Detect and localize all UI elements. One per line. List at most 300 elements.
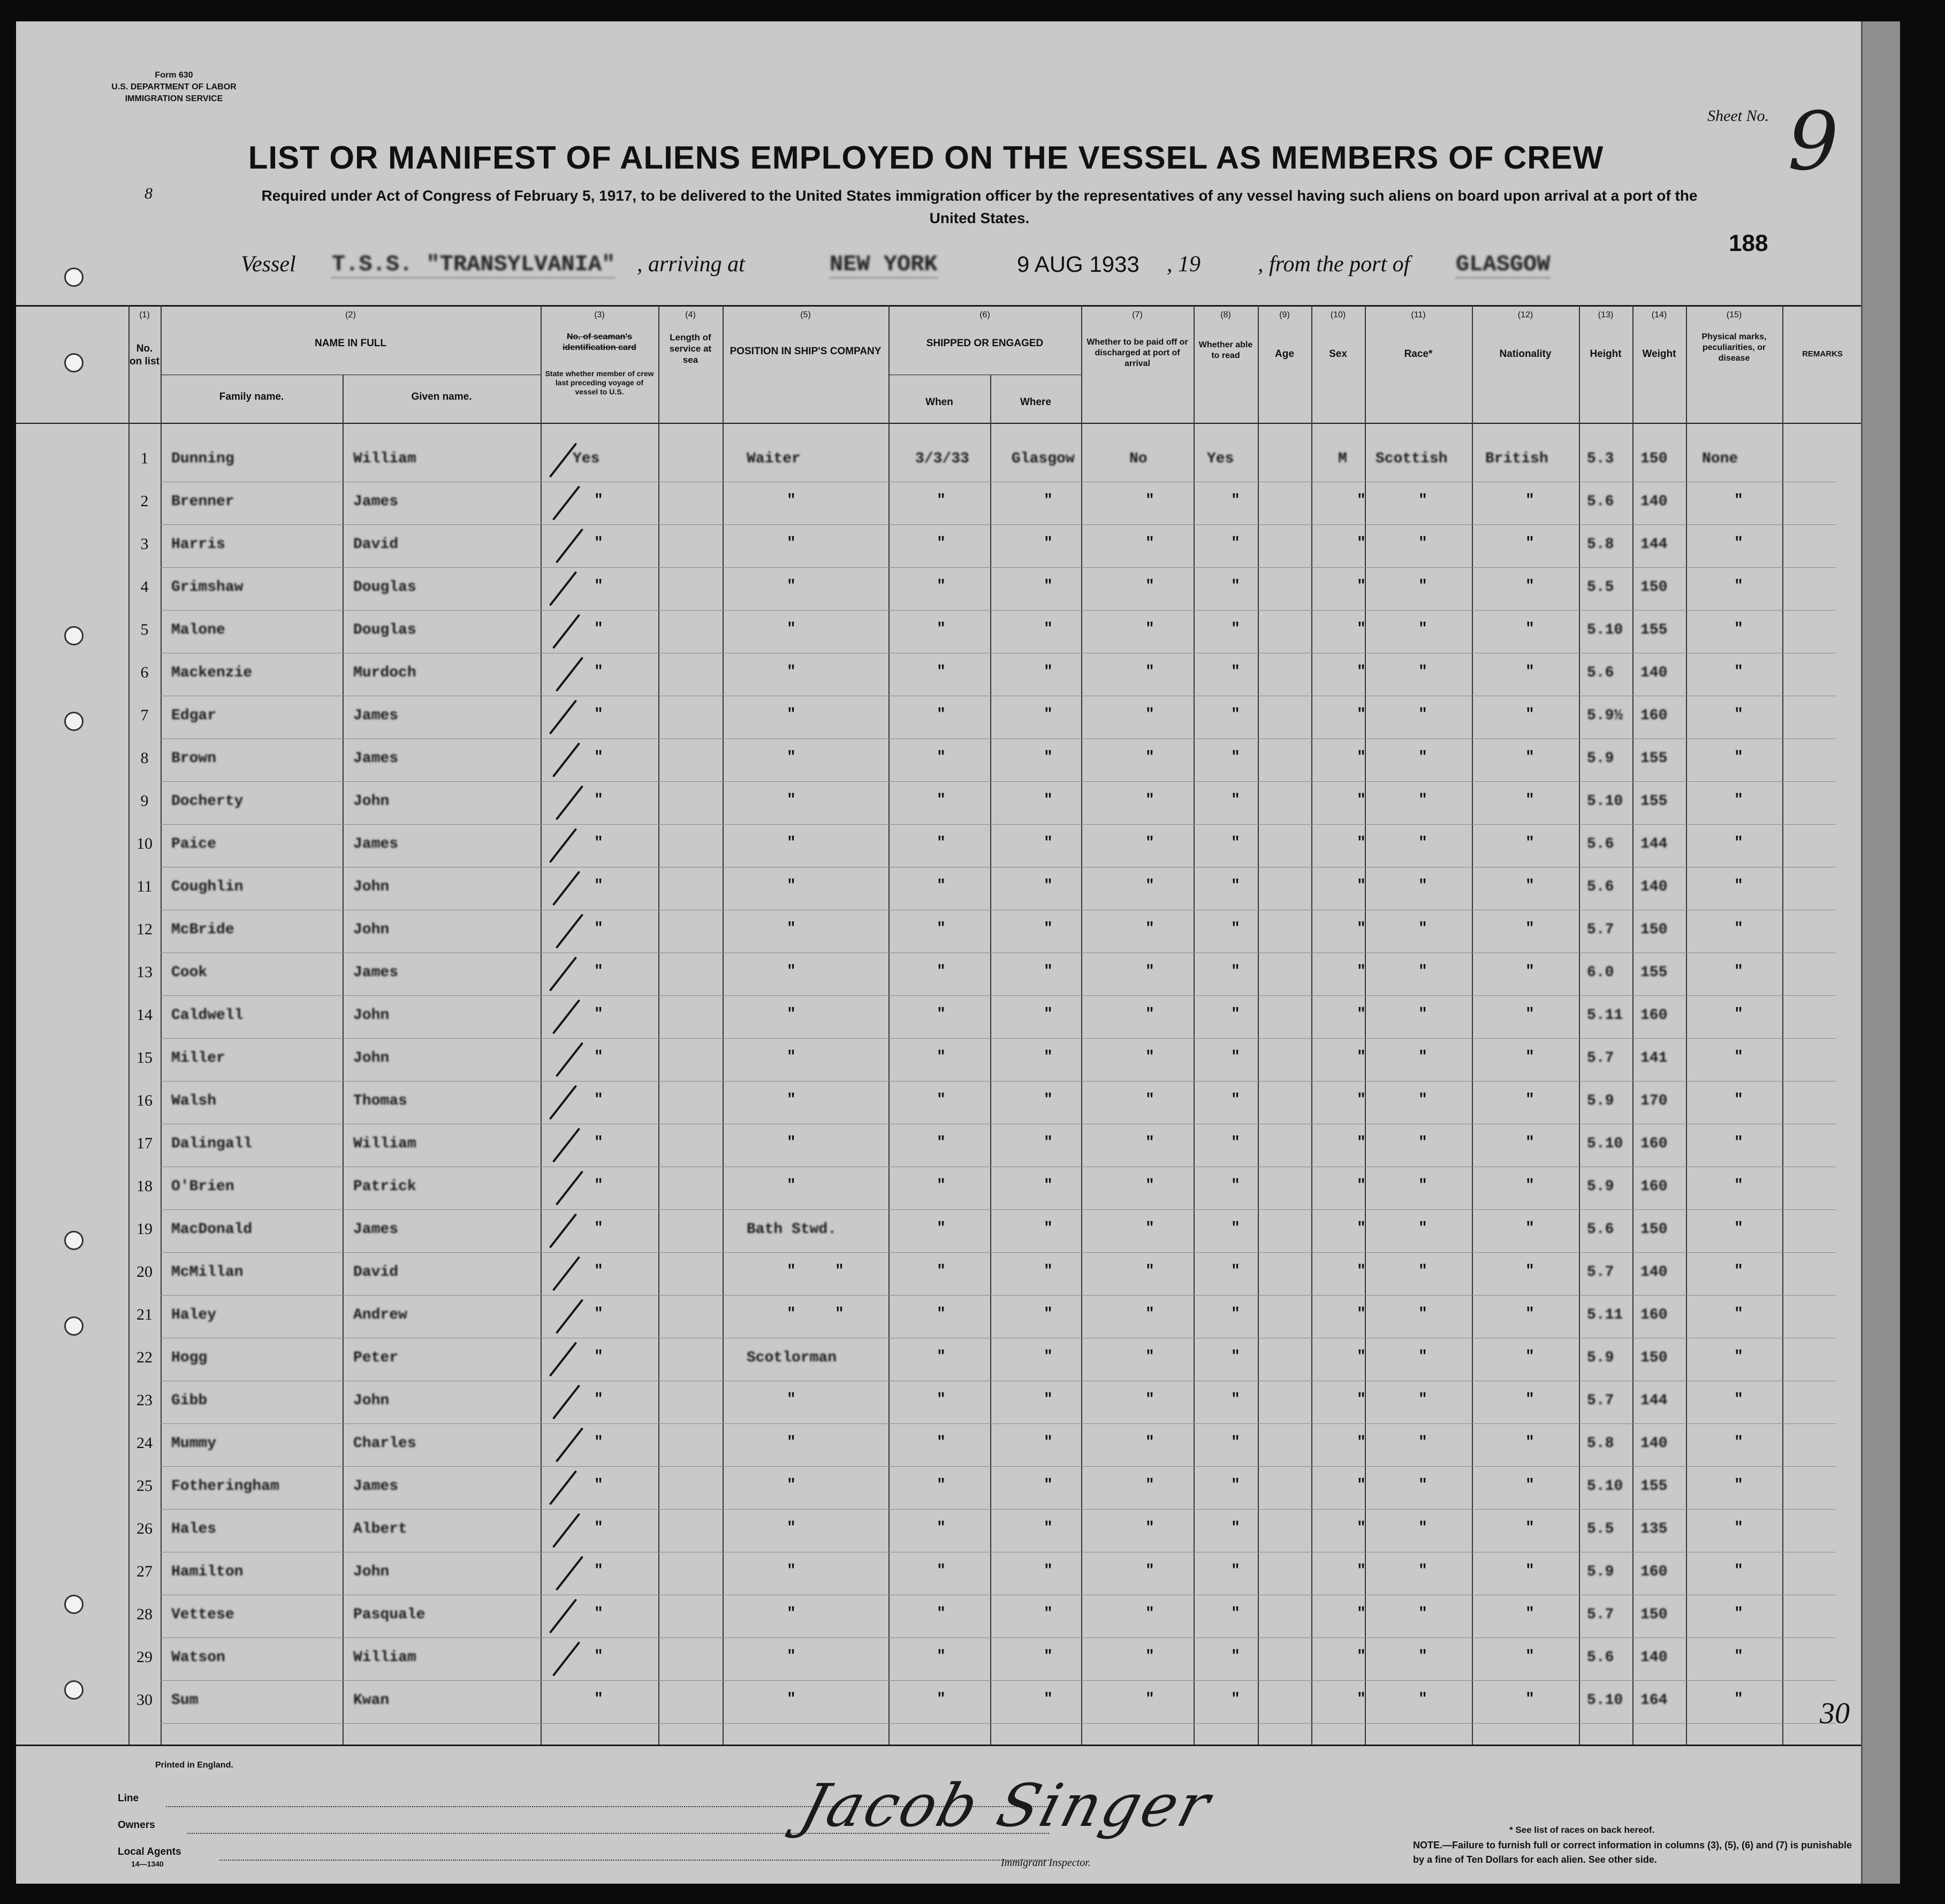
col-5-num: (5) <box>800 310 811 319</box>
ditto-marks: " <box>1734 1006 1743 1023</box>
check-mark <box>552 485 580 521</box>
ditto-paid: " <box>1145 1605 1154 1622</box>
family-name: Paice <box>171 836 217 852</box>
check-mark <box>556 913 583 949</box>
ditto-marks: " <box>1734 920 1743 937</box>
check-mark <box>549 1213 577 1248</box>
ditto-marks: " <box>1734 1648 1743 1665</box>
ditto-read: " <box>1231 749 1240 766</box>
weight: 160 <box>1640 1564 1668 1580</box>
ditto-where: " <box>1044 1220 1053 1237</box>
ditto-when: " <box>937 1306 946 1322</box>
col-divider <box>723 305 724 1745</box>
ditto-position: " <box>787 1391 796 1408</box>
col-divider <box>1258 305 1259 1745</box>
form-number: Form 630 <box>155 71 193 80</box>
form-code: 14—1340 <box>131 1860 164 1868</box>
ditto-when: " <box>937 1605 946 1622</box>
ditto-paid: " <box>1145 792 1154 809</box>
ditto-when: " <box>937 1520 946 1536</box>
family-name: Dunning <box>171 451 234 467</box>
weight: 144 <box>1640 1392 1668 1409</box>
ditto-marks: " <box>1734 1563 1743 1579</box>
ditto-nat: " <box>1525 1563 1534 1579</box>
ditto-prev: " <box>594 1263 603 1280</box>
ditto-paid: " <box>1145 1391 1154 1408</box>
ditto-race: " <box>1418 1434 1427 1451</box>
ditto-read: " <box>1231 1477 1240 1494</box>
ditto-paid: " <box>1145 1177 1154 1194</box>
height: 5.10 <box>1587 793 1623 810</box>
ditto-race: " <box>1418 1520 1427 1536</box>
ditto-sex: " <box>1357 706 1366 723</box>
ditto-when: " <box>937 492 946 509</box>
row-number: 2 <box>140 492 149 510</box>
ditto-prev: " <box>594 749 603 766</box>
ditto-nat: " <box>1525 1306 1534 1322</box>
ditto-read: " <box>1231 1049 1240 1065</box>
department: U.S. DEPARTMENT OF LABOR <box>111 82 237 92</box>
table-top-rule <box>16 305 1863 307</box>
ditto-position: " <box>787 578 796 595</box>
ditto-when: " <box>937 835 946 851</box>
check-mark <box>549 699 577 735</box>
row-rule <box>161 738 1836 739</box>
ditto-read: " <box>1231 492 1240 509</box>
row-rule <box>161 1680 1836 1681</box>
check-mark <box>556 1556 583 1591</box>
from-port: GLASGOW <box>1456 252 1551 277</box>
row-number: 23 <box>136 1391 153 1409</box>
col-paid-header: Whether to be paid off or discharged at port of arrival <box>1087 338 1188 368</box>
weight: 150 <box>1640 1350 1668 1366</box>
row-number: 14 <box>136 1006 153 1024</box>
sheet-number-value: 9 <box>1788 95 1839 188</box>
ditto-paid: " <box>1145 621 1154 637</box>
check-mark <box>552 1513 580 1548</box>
given-name: Albert <box>353 1521 407 1537</box>
family-name: Mackenzie <box>171 665 253 681</box>
family-name: Brown <box>171 750 217 767</box>
ditto-sex: " <box>1357 621 1366 637</box>
check-mark <box>552 1384 580 1420</box>
given-name: John <box>353 921 390 938</box>
ditto-position: " <box>787 1520 796 1536</box>
ditto-nat: " <box>1525 492 1534 509</box>
ditto-paid: " <box>1145 1134 1154 1151</box>
punch-hole <box>64 712 83 731</box>
check-mark <box>549 1342 577 1377</box>
cell-read: Yes <box>1207 451 1234 467</box>
ditto-sex: " <box>1357 1349 1366 1365</box>
given-name: Kwan <box>353 1692 390 1709</box>
check-mark <box>556 1042 583 1077</box>
row-number: 1 <box>140 450 149 467</box>
ditto-where: " <box>1044 1349 1053 1365</box>
ditto-position-2: " <box>835 1263 844 1280</box>
ditto-paid: " <box>1145 1691 1154 1708</box>
row-rule <box>161 1466 1836 1467</box>
ditto-where: " <box>1044 1092 1053 1108</box>
agents-dotted <box>219 1860 1049 1861</box>
ditto-position: " <box>787 1306 796 1322</box>
ditto-marks: " <box>1734 664 1743 680</box>
row-number: 13 <box>136 963 153 981</box>
col-divider <box>1194 305 1195 1745</box>
family-name: Malone <box>171 622 225 638</box>
col-previous-voyage-header: State whether member of crew last preceding voyage of vessel to U.S. <box>545 369 654 396</box>
family-name: Grimshaw <box>171 579 244 596</box>
weight: 155 <box>1640 750 1668 767</box>
ditto-read: " <box>1231 920 1240 937</box>
ditto-when: " <box>937 535 946 552</box>
ditto-where: " <box>1044 835 1053 851</box>
table-bottom-rule <box>16 1745 1863 1746</box>
ditto-prev: " <box>594 621 603 637</box>
ditto-position: " <box>787 1605 796 1622</box>
sheet-number-label: Sheet No. <box>1707 107 1769 125</box>
ditto-marks: " <box>1734 1477 1743 1494</box>
ditto-marks: " <box>1734 1391 1743 1408</box>
height: 5.6 <box>1587 1221 1614 1238</box>
col-when-header: When <box>925 397 953 408</box>
height: 5.9 <box>1587 750 1614 767</box>
ditto-race: " <box>1418 963 1427 980</box>
penalty-note: NOTE.—Failure to furnish full or correct information in columns (3), (5), (6) and (7) is punishable by a fine of Ten Dollars for each alien. See other side. <box>1413 1840 1852 1865</box>
manifest-sheet <box>16 21 1900 1884</box>
weight: 160 <box>1640 707 1668 724</box>
height: 5.7 <box>1587 1264 1614 1281</box>
ditto-when: " <box>937 1563 946 1579</box>
ditto-sex: " <box>1357 664 1366 680</box>
family-name: Vettese <box>171 1606 234 1623</box>
row-number: 3 <box>140 535 149 553</box>
ditto-where: " <box>1044 535 1053 552</box>
ditto-nat: " <box>1525 664 1534 680</box>
weight: 170 <box>1640 1093 1668 1109</box>
punch-hole <box>64 353 83 372</box>
cell-position: Scotlorman <box>747 1350 837 1366</box>
ditto-prev: " <box>594 1134 603 1151</box>
ditto-prev: " <box>594 963 603 980</box>
ditto-read: " <box>1231 1134 1240 1151</box>
ditto-prev: " <box>594 1306 603 1322</box>
ditto-sex: " <box>1357 1648 1366 1665</box>
cell-marks: None <box>1702 451 1738 467</box>
ditto-where: " <box>1044 1049 1053 1065</box>
ditto-prev: " <box>594 492 603 509</box>
weight: 160 <box>1640 1136 1668 1152</box>
family-name: Hamilton <box>171 1564 244 1580</box>
ditto-race: " <box>1418 706 1427 723</box>
col-race-header: Race* <box>1404 348 1433 360</box>
ditto-position: " <box>787 1263 796 1280</box>
ditto-when: " <box>937 1349 946 1365</box>
check-mark <box>549 956 577 992</box>
col-name-header: NAME IN FULL <box>314 338 387 349</box>
height: 5.5 <box>1587 579 1614 596</box>
ditto-marks: " <box>1734 1177 1743 1194</box>
ditto-marks: " <box>1734 1520 1743 1536</box>
ditto-sex: " <box>1357 920 1366 937</box>
ditto-where: " <box>1044 1520 1053 1536</box>
vessel-line <box>241 252 1793 289</box>
ditto-sex: " <box>1357 1006 1366 1023</box>
check-mark <box>549 828 577 863</box>
height: 5.10 <box>1587 1136 1623 1152</box>
punch-hole <box>64 1680 83 1700</box>
col-3-num: (3) <box>594 310 605 319</box>
row-number: 26 <box>136 1520 153 1537</box>
height: 5.11 <box>1587 1007 1623 1024</box>
ditto-where: " <box>1044 1648 1053 1665</box>
ditto-race: " <box>1418 621 1427 637</box>
ditto-where: " <box>1044 492 1053 509</box>
ditto-read: " <box>1231 664 1240 680</box>
ditto-where: " <box>1044 920 1053 937</box>
given-name: John <box>353 1007 390 1024</box>
check-mark <box>552 999 580 1034</box>
row-number: 4 <box>140 578 149 596</box>
ditto-marks: " <box>1734 1092 1743 1108</box>
ditto-sex: " <box>1357 1263 1366 1280</box>
cell-paid: No <box>1129 451 1148 467</box>
row-rule <box>161 781 1836 782</box>
col-no-header: No. on list <box>130 343 159 367</box>
ditto-marks: " <box>1734 963 1743 980</box>
family-name: Walsh <box>171 1093 217 1109</box>
given-name: John <box>353 879 390 895</box>
ditto-race: " <box>1418 1092 1427 1108</box>
given-name: William <box>353 1136 416 1152</box>
family-name: Fotheringham <box>171 1478 279 1495</box>
ditto-nat: " <box>1525 1049 1534 1065</box>
ditto-prev: " <box>594 1520 603 1536</box>
col-divider <box>658 305 659 1745</box>
ditto-nat: " <box>1525 1263 1534 1280</box>
row-number: 27 <box>136 1563 153 1580</box>
ditto-position: " <box>787 1691 796 1708</box>
ditto-position: " <box>787 1477 796 1494</box>
ditto-prev: " <box>594 1648 603 1665</box>
ditto-where: " <box>1044 1434 1053 1451</box>
col-sex-header: Sex <box>1329 348 1347 360</box>
col-marks-header: Physical marks, peculiarities, or disease <box>1701 332 1767 363</box>
col-divider <box>1081 305 1082 1745</box>
ditto-position: " <box>787 749 796 766</box>
col-card-header-struck: No. of seaman's identification card <box>563 332 636 352</box>
family-name: Cook <box>171 964 208 981</box>
ditto-when: " <box>937 920 946 937</box>
check-mark <box>549 1085 577 1120</box>
ditto-paid: " <box>1145 1092 1154 1108</box>
ditto-position: " <box>787 535 796 552</box>
ditto-read: " <box>1231 1263 1240 1280</box>
row-number: 18 <box>136 1177 153 1195</box>
ditto-read: " <box>1231 1391 1240 1408</box>
row-number: 30 <box>136 1691 153 1709</box>
ditto-paid: " <box>1145 1306 1154 1322</box>
weight: 160 <box>1640 1307 1668 1323</box>
ditto-race: " <box>1418 1177 1427 1194</box>
row-rule <box>161 1295 1836 1296</box>
ditto-prev: " <box>594 1220 603 1237</box>
ditto-read: " <box>1231 1092 1240 1108</box>
ditto-nat: " <box>1525 835 1534 851</box>
height: 5.7 <box>1587 921 1614 938</box>
ditto-read: " <box>1231 878 1240 894</box>
given-name: Peter <box>353 1350 399 1366</box>
ditto-nat: " <box>1525 963 1534 980</box>
height: 5.6 <box>1587 493 1614 510</box>
ditto-when: " <box>937 749 946 766</box>
height: 5.6 <box>1587 879 1614 895</box>
row-number: 29 <box>136 1648 153 1666</box>
row-number: 12 <box>136 920 153 938</box>
col-divider <box>1472 305 1473 1745</box>
ditto-position: " <box>787 621 796 637</box>
ditto-prev: " <box>594 835 603 851</box>
check-mark <box>549 1470 577 1505</box>
arriving-port: NEW YORK <box>830 252 938 277</box>
ditto-position: " <box>787 492 796 509</box>
ditto-paid: " <box>1145 535 1154 552</box>
ditto-marks: " <box>1734 749 1743 766</box>
ditto-nat: " <box>1525 1691 1534 1708</box>
given-name: William <box>353 1649 416 1666</box>
punch-hole <box>64 1595 83 1614</box>
col-shipped-header: SHIPPED OR ENGAGED <box>926 338 1044 349</box>
ditto-race: " <box>1418 535 1427 552</box>
ditto-paid: " <box>1145 1520 1154 1536</box>
height: 5.9 <box>1587 1178 1614 1195</box>
check-mark <box>552 1128 580 1163</box>
height: 5.7 <box>1587 1606 1614 1623</box>
ditto-race: " <box>1418 1605 1427 1622</box>
row-rule <box>161 1423 1836 1424</box>
ditto-race: " <box>1418 578 1427 595</box>
total-count: 30 <box>1820 1697 1850 1730</box>
year-label: , 19 <box>1167 252 1201 277</box>
check-mark <box>552 1256 580 1291</box>
from-label: , from the port of <box>1258 252 1410 277</box>
ditto-nat: " <box>1525 920 1534 937</box>
col-6-num: (6) <box>979 310 990 319</box>
ditto-paid: " <box>1145 963 1154 980</box>
ditto-paid: " <box>1145 1563 1154 1579</box>
ditto-race: " <box>1418 664 1427 680</box>
ditto-marks: " <box>1734 1134 1743 1151</box>
ditto-read: " <box>1231 1520 1240 1536</box>
ditto-sex: " <box>1357 1092 1366 1108</box>
given-name: Patrick <box>353 1178 416 1195</box>
ditto-prev: " <box>594 1691 603 1708</box>
ditto-marks: " <box>1734 1220 1743 1237</box>
ditto-position: " <box>787 963 796 980</box>
weight: 150 <box>1640 921 1668 938</box>
ditto-marks: " <box>1734 1049 1743 1065</box>
family-name: Dalingall <box>171 1136 253 1152</box>
ditto-position: " <box>787 664 796 680</box>
family-name: Miller <box>171 1050 225 1067</box>
row-number: 10 <box>136 835 153 852</box>
weight: 140 <box>1640 1649 1668 1666</box>
ditto-nat: " <box>1525 1605 1534 1622</box>
row-number: 20 <box>136 1263 153 1281</box>
col-divider <box>1579 305 1580 1745</box>
check-mark <box>552 614 580 649</box>
row-rule <box>161 524 1836 525</box>
cell-position: Bath Stwd. <box>747 1221 837 1238</box>
ditto-marks: " <box>1734 1306 1743 1322</box>
ditto-where: " <box>1044 1177 1053 1194</box>
printed-in: Printed in England. <box>155 1761 233 1770</box>
ditto-when: " <box>937 1177 946 1194</box>
cell-prev: Yes <box>573 451 600 467</box>
col-10-num: (10) <box>1330 310 1346 319</box>
given-name: James <box>353 493 399 510</box>
ditto-race: " <box>1418 1006 1427 1023</box>
ditto-when: " <box>937 1691 946 1708</box>
ditto-marks: " <box>1734 835 1743 851</box>
ditto-position: " <box>787 835 796 851</box>
given-name: William <box>353 451 416 467</box>
col-14-num: (14) <box>1651 310 1667 319</box>
ditto-where: " <box>1044 1306 1053 1322</box>
ditto-position: " <box>787 1563 796 1579</box>
cell-position: Waiter <box>747 451 801 467</box>
col-1-num: (1) <box>139 310 150 319</box>
ditto-paid: " <box>1145 1434 1154 1451</box>
col-height-header: Height <box>1590 348 1622 360</box>
col-9-num: (9) <box>1279 310 1290 319</box>
ditto-nat: " <box>1525 1477 1534 1494</box>
ditto-when: " <box>937 578 946 595</box>
ditto-race: " <box>1418 749 1427 766</box>
agents-label: Local Agents <box>118 1846 181 1857</box>
ditto-where: " <box>1044 578 1053 595</box>
col-divider <box>990 375 991 1745</box>
ditto-sex: " <box>1357 1306 1366 1322</box>
col-13-num: (13) <box>1598 310 1614 319</box>
row-number: 16 <box>136 1092 153 1109</box>
ditto-read: " <box>1231 1648 1240 1665</box>
col-divider <box>1311 305 1312 1745</box>
weight: 140 <box>1640 879 1668 895</box>
col-where-header: Where <box>1020 397 1052 408</box>
family-name: Mummy <box>171 1435 217 1452</box>
vessel-name: T.S.S. "TRANSYLVANIA" <box>332 252 616 277</box>
ditto-sex: " <box>1357 492 1366 509</box>
col-position-header: POSITION IN SHIP'S COMPANY <box>730 346 882 357</box>
col-divider <box>1632 305 1634 1745</box>
weight: 164 <box>1640 1692 1668 1709</box>
ditto-where: " <box>1044 963 1053 980</box>
inspector-signature: Jacob Singer <box>793 1771 1219 1840</box>
ditto-read: " <box>1231 621 1240 637</box>
weight: 150 <box>1640 451 1668 467</box>
ditto-nat: " <box>1525 1092 1534 1108</box>
ditto-prev: " <box>594 1349 603 1365</box>
height: 5.11 <box>1587 1307 1623 1323</box>
check-mark <box>556 1170 583 1206</box>
row-rule <box>161 824 1836 825</box>
col-divider <box>1782 305 1783 1745</box>
weight: 144 <box>1640 836 1668 852</box>
height: 5.10 <box>1587 1692 1623 1709</box>
given-name: James <box>353 836 399 852</box>
ditto-paid: " <box>1145 920 1154 937</box>
